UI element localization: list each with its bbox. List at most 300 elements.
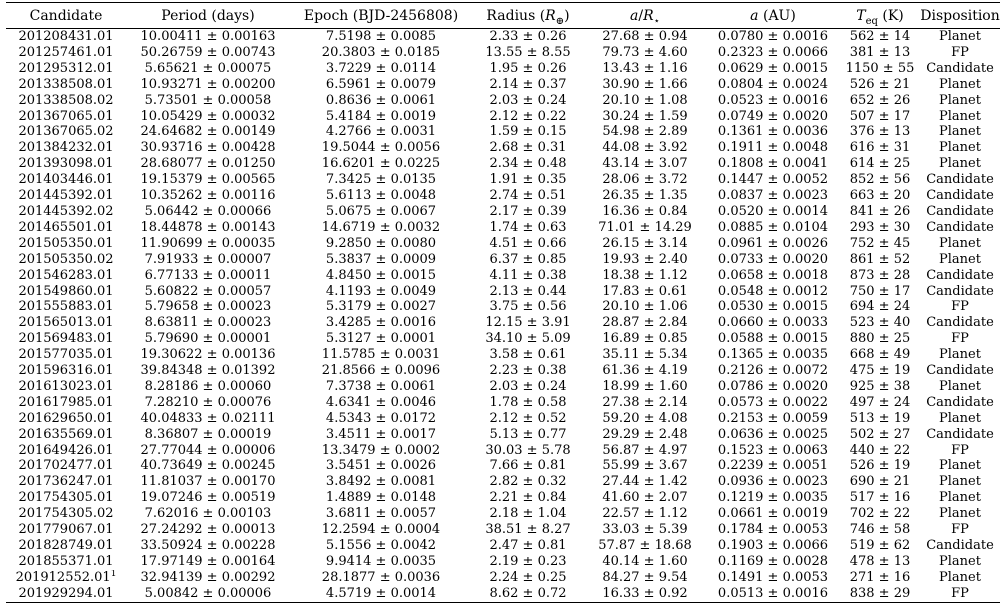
cell-a-rstar: 26.15 ± 3.14 — [602, 235, 688, 251]
cell-period: 5.06442 ± 0.00066 — [144, 203, 272, 219]
table-row — [6, 395, 1000, 411]
table-row — [6, 490, 1000, 506]
cell-candidate: 201635569.01 — [18, 426, 114, 442]
header-radius: Radius $(R_\oplus)$ — [472, 3, 584, 29]
table-row — [6, 331, 1000, 347]
cell-radius: 13.55 ± 8.55 — [485, 44, 571, 60]
cell-period: 40.73649 ± 0.00245 — [140, 458, 276, 474]
cell-period: 8.63811 ± 0.00023 — [144, 315, 272, 331]
cell-a-rstar: 30.24 ± 1.59 — [602, 108, 688, 124]
cell-a-rstar: 55.99 ± 3.67 — [602, 458, 688, 474]
cell-epoch: 7.3425 ± 0.0135 — [325, 172, 437, 188]
cell-a-rstar: 27.68 ± 0.94 — [602, 29, 688, 44]
cell-a-rstar: 33.03 ± 5.39 — [602, 522, 688, 538]
header-period: Period (days) — [126, 3, 290, 29]
cell-a-rstar: 57.87 ± 18.68 — [598, 538, 692, 553]
cell-a-au: 0.0513 ± 0.0016 — [706, 586, 840, 602]
cell-a-rstar: 26.35 ± 1.35 — [602, 188, 688, 204]
cell-radius: 4.51 ± 0.66 — [489, 235, 567, 251]
table-row — [6, 315, 1000, 331]
cell-radius: 38.51 ± 8.27 — [485, 522, 571, 538]
cell-candidate: 201569483.01 — [18, 331, 114, 347]
table-row — [6, 93, 1000, 109]
cell-candidate: 201577035.01 — [18, 347, 114, 363]
cell-a-au: 0.0804 ± 0.0024 — [717, 76, 829, 92]
cell-a-au: 0.0786 ± 0.0020 — [717, 378, 829, 394]
cell-a-au: 0.1361 ± 0.0036 — [717, 124, 829, 140]
cell-a-rstar: 40.14 ± 1.60 — [602, 553, 688, 569]
cell-disposition: Candidate — [926, 363, 994, 379]
header-epoch: Epoch (BJD-2456808) — [290, 3, 472, 29]
cell-a-rstar: 16.33 ± 0.92 — [584, 586, 706, 602]
cell-radius: 2.24 ± 0.25 — [489, 569, 567, 585]
cell-period: 10.00411 ± 0.00163 — [140, 29, 276, 44]
cell-teq: 1150 ± 55 — [845, 60, 915, 76]
cell-disposition: Planet — [939, 458, 981, 474]
cell-candidate: 201754305.01 — [18, 490, 114, 506]
cell-disposition: Planet — [939, 251, 981, 267]
cell-a-rstar: 28.87 ± 2.84 — [602, 315, 688, 331]
cell-a-au: 0.0636 ± 0.0025 — [717, 426, 829, 442]
cell-candidate: 201338508.02 — [18, 92, 114, 108]
cell-a-rstar: 18.38 ± 1.12 — [602, 267, 688, 283]
cell-disposition: Candidate — [926, 394, 994, 410]
cell-epoch: 3.7229 ± 0.0114 — [325, 60, 437, 76]
table-row — [6, 29, 1000, 45]
cell-period: 10.35262 ± 0.00116 — [140, 188, 276, 204]
cell-a-rstar: 28.06 ± 3.72 — [602, 172, 688, 188]
cell-disposition: Candidate — [926, 188, 994, 204]
cell-epoch: 4.1193 ± 0.0049 — [325, 283, 437, 299]
table-row — [6, 347, 1000, 363]
cell-disposition: Planet — [939, 108, 981, 124]
cell-radius: 1.95 ± 0.26 — [489, 60, 567, 76]
cell-a-rstar: 44.08 ± 3.92 — [602, 140, 688, 156]
cell-candidate: 201208431.01 — [18, 29, 114, 44]
cell-period: 5.79690 ± 0.00001 — [144, 331, 272, 347]
cell-disposition: Planet — [939, 569, 981, 585]
cell-period: 8.28186 ± 0.00060 — [144, 378, 272, 394]
cell-a-au: 0.1219 ± 0.0035 — [717, 490, 829, 506]
table-row — [6, 363, 1000, 379]
table-row — [6, 236, 1000, 252]
cell-candidate: 201754305.02 — [18, 506, 114, 522]
cell-epoch: 4.6341 ± 0.0046 — [325, 394, 437, 410]
table-row — [6, 299, 1000, 315]
cell-a-rstar: 20.10 ± 1.08 — [602, 92, 688, 108]
cell-epoch: 14.6719 ± 0.0032 — [321, 219, 441, 235]
cell-a-au: 0.0523 ± 0.0016 — [717, 92, 829, 108]
table-row — [6, 379, 1000, 395]
cell-a-rstar: 56.87 ± 4.97 — [602, 442, 688, 458]
table-row — [6, 109, 1000, 125]
cell-period: 6.77133 ± 0.00011 — [144, 267, 272, 283]
cell-a-rstar: 84.27 ± 9.54 — [602, 569, 688, 585]
cell-candidate: 201367065.01 — [18, 108, 114, 124]
cell-candidate: 201505350.01 — [18, 235, 114, 251]
cell-epoch: 13.3479 ± 0.0002 — [321, 442, 441, 458]
table-row — [6, 284, 1000, 300]
cell-radius: 2.34 ± 0.48 — [489, 156, 567, 172]
cell-candidate: 201465501.01 — [18, 219, 114, 235]
cell-a-au: 0.0629 ± 0.0015 — [717, 60, 829, 76]
cell-a-au: 0.2239 ± 0.0051 — [717, 458, 829, 474]
cell-radius: 2.21 ± 0.84 — [489, 490, 567, 506]
cell-teq: 562 ± 14 — [849, 29, 911, 44]
cell-candidate: 201617985.01 — [18, 394, 114, 410]
cell-disposition: Planet — [939, 235, 981, 251]
table-row — [6, 474, 1000, 490]
cell-epoch: 4.5719 ± 0.0014 — [290, 586, 472, 602]
cell-period: 5.00842 ± 0.00006 — [126, 586, 290, 602]
cell-a-au: 0.0780 ± 0.0016 — [717, 29, 829, 44]
cell-teq: 478 ± 13 — [849, 553, 911, 569]
cell-period: 5.65621 ± 0.00075 — [144, 60, 272, 76]
cell-epoch: 5.4184 ± 0.0019 — [325, 108, 437, 124]
cell-a-rstar: 20.10 ± 1.06 — [602, 299, 688, 315]
cell-a-au: 0.0520 ± 0.0014 — [717, 203, 829, 219]
cell-epoch: 4.8450 ± 0.0015 — [325, 267, 437, 283]
cell-a-au: 0.0658 ± 0.0018 — [717, 267, 829, 283]
cell-a-au: 0.1447 ± 0.0052 — [717, 172, 829, 188]
cell-a-au: 0.1365 ± 0.0035 — [717, 347, 829, 363]
cell-radius: 1.78 ± 0.58 — [489, 394, 567, 410]
cell-radius: 2.17 ± 0.39 — [489, 203, 567, 219]
cell-radius: 12.15 ± 3.91 — [485, 315, 571, 331]
cell-period: 50.26759 ± 0.00743 — [140, 44, 276, 60]
cell-a-rstar: 16.89 ± 0.85 — [602, 331, 688, 347]
cell-teq: 502 ± 27 — [849, 426, 911, 442]
cell-a-rstar: 16.36 ± 0.84 — [602, 203, 688, 219]
header-a-over-rstar: $a/R_⋆$ — [584, 3, 706, 29]
cell-period: 18.44878 ± 0.00143 — [140, 219, 276, 235]
cell-disposition: Planet — [939, 92, 981, 108]
cell-radius: 2.14 ± 0.37 — [489, 76, 567, 92]
cell-a-rstar: 17.83 ± 0.61 — [602, 283, 688, 299]
cell-disposition: Planet — [939, 474, 981, 490]
cell-period: 5.79658 ± 0.00023 — [144, 299, 272, 315]
table-row — [6, 570, 1000, 586]
cell-a-au: 0.2126 ± 0.0072 — [717, 363, 829, 379]
table-row — [6, 458, 1000, 474]
cell-teq: 702 ± 22 — [849, 506, 911, 522]
cell-teq: 519 ± 62 — [849, 538, 911, 553]
cell-disposition: Planet — [939, 156, 981, 172]
cell-candidate: 201367065.02 — [18, 124, 114, 140]
candidates-table — [6, 2, 1000, 603]
cell-epoch: 5.6113 ± 0.0048 — [325, 188, 437, 204]
cell-a-rstar: 13.43 ± 1.16 — [602, 60, 688, 76]
cell-period: 19.30622 ± 0.00136 — [140, 347, 276, 363]
cell-a-rstar: 79.73 ± 4.60 — [602, 44, 688, 60]
cell-a-au: 0.0548 ± 0.0012 — [717, 283, 829, 299]
cell-a-rstar: 54.98 ± 2.89 — [602, 124, 688, 140]
cell-epoch: 7.3738 ± 0.0061 — [325, 378, 437, 394]
table-body — [6, 29, 1000, 603]
cell-candidate: 201565013.01 — [18, 315, 114, 331]
cell-teq: 652 ± 26 — [849, 92, 911, 108]
cell-a-rstar: 22.57 ± 1.12 — [602, 506, 688, 522]
cell-disposition: Planet — [939, 553, 981, 569]
cell-period: 5.60822 ± 0.00057 — [144, 283, 272, 299]
cell-a-au: 0.0588 ± 0.0015 — [717, 331, 829, 347]
cell-period: 28.68077 ± 0.01250 — [140, 156, 276, 172]
cell-candidate: 201505350.02 — [18, 251, 114, 267]
cell-teq: 381 ± 13 — [849, 44, 911, 60]
cell-candidate: 201445392.02 — [18, 203, 114, 219]
cell-disposition: Planet — [939, 29, 981, 44]
cell-candidate: 201855371.01 — [18, 553, 114, 569]
cell-teq: 925 ± 38 — [849, 378, 911, 394]
cell-candidate: 201257461.01 — [18, 44, 114, 60]
cell-teq: 497 ± 24 — [849, 394, 911, 410]
cell-teq: 376 ± 13 — [849, 124, 911, 140]
cell-teq: 690 ± 21 — [849, 474, 911, 490]
cell-candidate: 201828749.01 — [18, 538, 114, 553]
cell-a-au: 0.2323 ± 0.0066 — [717, 44, 829, 60]
cell-teq: 746 ± 58 — [849, 522, 911, 538]
cell-a-au: 0.0885 ± 0.0104 — [717, 219, 829, 235]
cell-epoch: 4.2766 ± 0.0031 — [325, 124, 437, 140]
table-row — [6, 172, 1000, 188]
cell-disposition: Planet — [939, 140, 981, 156]
cell-epoch: 5.3127 ± 0.0001 — [325, 331, 437, 347]
cell-candidate: 201403446.01 — [18, 172, 114, 188]
cell-disposition: FP — [951, 299, 969, 315]
cell-epoch: 5.3837 ± 0.0009 — [325, 251, 437, 267]
cell-epoch: 3.8492 ± 0.0081 — [325, 474, 437, 490]
table-row — [6, 268, 1000, 284]
cell-epoch: 28.1877 ± 0.0036 — [321, 569, 441, 585]
cell-period: 32.94139 ± 0.00292 — [140, 569, 276, 585]
cell-teq: 838 ± 29 — [840, 586, 920, 602]
cell-disposition: Candidate — [926, 315, 994, 331]
table-row — [6, 411, 1000, 427]
table-row — [6, 506, 1000, 522]
cell-period: 10.05429 ± 0.00032 — [140, 108, 276, 124]
cell-disposition: Planet — [939, 410, 981, 426]
cell-a-rstar: 59.20 ± 4.08 — [602, 410, 688, 426]
table-row — [6, 252, 1000, 268]
cell-disposition: Planet — [939, 378, 981, 394]
cell-radius: 5.13 ± 0.77 — [489, 426, 567, 442]
cell-period: 19.07246 ± 0.00519 — [140, 490, 276, 506]
cell-a-au: 0.0573 ± 0.0022 — [717, 394, 829, 410]
cell-period: 30.93716 ± 0.00428 — [140, 140, 276, 156]
cell-teq: 616 ± 31 — [849, 140, 911, 156]
cell-radius: 1.59 ± 0.15 — [489, 124, 567, 140]
cell-teq: 668 ± 49 — [849, 347, 911, 363]
cell-disposition: Candidate — [926, 538, 994, 553]
cell-period: 7.62016 ± 0.00103 — [144, 506, 272, 522]
header-teq: $T_{eq}$ (K) — [840, 3, 920, 29]
cell-epoch: 21.8566 ± 0.0096 — [321, 363, 441, 379]
cell-teq: 293 ± 30 — [849, 219, 911, 235]
table-row — [6, 554, 1000, 570]
cell-disposition: Planet — [939, 124, 981, 140]
cell-a-au: 0.2153 ± 0.0059 — [717, 410, 829, 426]
cell-a-au: 0.0661 ± 0.0019 — [717, 506, 829, 522]
footnote-marker: 1 — [110, 569, 117, 579]
cell-a-au: 0.1808 ± 0.0041 — [717, 156, 829, 172]
table-row — [6, 586, 1000, 602]
cell-a-rstar: 19.93 ± 2.40 — [602, 251, 688, 267]
cell-a-au: 0.1169 ± 0.0028 — [717, 553, 829, 569]
cell-a-au: 0.0936 ± 0.0023 — [717, 474, 829, 490]
cell-epoch: 3.4285 ± 0.0016 — [325, 315, 437, 331]
cell-radius: 2.12 ± 0.52 — [489, 410, 567, 426]
table-row — [6, 140, 1000, 156]
cell-teq: 614 ± 25 — [849, 156, 911, 172]
cell-epoch: 3.4511 ± 0.0017 — [325, 426, 437, 442]
cell-a-au: 0.0749 ± 0.0020 — [717, 108, 829, 124]
cell-radius: 2.23 ± 0.38 — [489, 363, 567, 379]
cell-candidate: 201649426.01 — [18, 442, 114, 458]
cell-radius: 2.47 ± 0.81 — [489, 538, 567, 553]
table-row — [6, 538, 1000, 554]
cell-teq: 752 ± 45 — [849, 235, 911, 251]
cell-a-au: 0.1784 ± 0.0053 — [717, 522, 829, 538]
cell-candidate: 201295312.01 — [18, 60, 114, 76]
cell-teq: 663 ± 20 — [849, 188, 911, 204]
cell-candidate: 201702477.01 — [18, 458, 114, 474]
cell-radius: 2.13 ± 0.44 — [489, 283, 567, 299]
cell-teq: 526 ± 21 — [849, 76, 911, 92]
table-row — [6, 220, 1000, 236]
cell-a-au: 0.0530 ± 0.0015 — [717, 299, 829, 315]
table-row — [6, 522, 1000, 538]
cell-teq: 475 ± 19 — [849, 363, 911, 379]
cell-period: 27.24292 ± 0.00013 — [140, 522, 276, 538]
cell-period: 5.73501 ± 0.00058 — [144, 92, 272, 108]
cell-period: 11.90699 ± 0.00035 — [140, 235, 276, 251]
cell-radius: 2.12 ± 0.22 — [489, 108, 567, 124]
cell-epoch: 5.3179 ± 0.0027 — [325, 299, 437, 315]
cell-a-au: 0.1903 ± 0.0066 — [717, 538, 829, 553]
cell-a-au: 0.1491 ± 0.0053 — [717, 569, 829, 585]
cell-candidate: 201549860.01 — [18, 283, 114, 299]
cell-candidate: 201629650.01 — [18, 410, 114, 426]
cell-radius: 2.03 ± 0.24 — [489, 378, 567, 394]
cell-disposition: FP — [951, 44, 969, 60]
cell-period: 27.77044 ± 0.00006 — [140, 442, 276, 458]
cell-period: 33.50924 ± 0.00228 — [140, 538, 276, 553]
cell-a-au: 0.0733 ± 0.0020 — [717, 251, 829, 267]
cell-period: 7.91933 ± 0.00007 — [144, 251, 272, 267]
cell-period: 7.28210 ± 0.00076 — [144, 394, 272, 410]
cell-radius: 6.37 ± 0.85 — [489, 251, 567, 267]
cell-teq: 507 ± 17 — [849, 108, 911, 124]
cell-period: 19.15379 ± 0.00565 — [140, 172, 276, 188]
cell-epoch: 1.4889 ± 0.0148 — [325, 490, 437, 506]
cell-a-rstar: 35.11 ± 5.34 — [602, 347, 688, 363]
cell-radius: 3.58 ± 0.61 — [489, 347, 567, 363]
cell-disposition: FP — [951, 522, 969, 538]
cell-period: 17.97149 ± 0.00164 — [140, 553, 276, 569]
cell-candidate: 201779067.01 — [18, 522, 114, 538]
cell-period: 24.64682 ± 0.00149 — [140, 124, 276, 140]
cell-a-rstar: 27.44 ± 1.42 — [602, 474, 688, 490]
cell-radius: 3.75 ± 0.56 — [489, 299, 567, 315]
cell-epoch: 3.6811 ± 0.0057 — [325, 506, 437, 522]
cell-epoch: 5.0675 ± 0.0067 — [325, 203, 437, 219]
cell-radius: 1.91 ± 0.35 — [489, 172, 567, 188]
cell-radius: 4.11 ± 0.38 — [489, 267, 567, 283]
cell-teq: 694 ± 24 — [849, 299, 911, 315]
cell-teq: 880 ± 25 — [849, 331, 911, 347]
cell-radius: 1.74 ± 0.63 — [489, 219, 567, 235]
cell-a-au: 0.0961 ± 0.0026 — [717, 235, 829, 251]
cell-radius: 2.18 ± 1.04 — [489, 506, 567, 522]
cell-a-au: 0.0660 ± 0.0033 — [717, 315, 829, 331]
cell-disposition: Candidate — [926, 60, 994, 76]
cell-a-rstar: 30.90 ± 1.66 — [602, 76, 688, 92]
cell-epoch: 4.5343 ± 0.0172 — [325, 410, 437, 426]
table-row — [6, 124, 1000, 140]
cell-period: 8.36807 ± 0.00019 — [144, 426, 272, 442]
cell-epoch: 6.5961 ± 0.0079 — [325, 76, 437, 92]
cell-radius: 2.33 ± 0.26 — [489, 29, 567, 44]
cell-a-au: 0.1523 ± 0.0063 — [717, 442, 829, 458]
cell-epoch: 3.5451 ± 0.0026 — [325, 458, 437, 474]
cell-epoch: 5.1556 ± 0.0042 — [325, 538, 437, 553]
cell-radius: 2.68 ± 0.31 — [489, 140, 567, 156]
cell-period: 11.81037 ± 0.00170 — [140, 474, 276, 490]
cell-teq: 750 ± 17 — [849, 283, 911, 299]
table-row — [6, 204, 1000, 220]
cell-a-au: 0.0837 ± 0.0023 — [717, 188, 829, 204]
cell-disposition: Planet — [939, 347, 981, 363]
cell-epoch: 11.5785 ± 0.0031 — [321, 347, 441, 363]
cell-teq: 440 ± 22 — [849, 442, 911, 458]
cell-disposition: Candidate — [926, 426, 994, 442]
cell-candidate: 201596316.01 — [18, 363, 114, 379]
cell-teq: 271 ± 16 — [849, 569, 911, 585]
cell-disposition: Planet — [939, 506, 981, 522]
cell-candidate: 201613023.01 — [18, 378, 114, 394]
cell-a-au: 0.1911 ± 0.0048 — [717, 140, 829, 156]
cell-candidate: 201912552.01$^1$ — [15, 569, 117, 585]
cell-disposition: Planet — [939, 76, 981, 92]
cell-teq: 852 ± 56 — [849, 172, 911, 188]
cell-epoch: 16.6201 ± 0.0225 — [321, 156, 441, 172]
cell-teq: 861 ± 52 — [849, 251, 911, 267]
cell-radius: 34.10 ± 5.09 — [485, 331, 571, 347]
cell-epoch: 9.2850 ± 0.0080 — [325, 235, 437, 251]
cell-epoch: 9.9414 ± 0.0035 — [325, 553, 437, 569]
header-disposition: Disposition — [920, 3, 1000, 29]
cell-a-rstar: 18.99 ± 1.60 — [602, 378, 688, 394]
cell-disposition: Planet — [939, 490, 981, 506]
cell-a-rstar: 61.36 ± 4.19 — [602, 363, 688, 379]
cell-period: 40.04833 ± 0.02111 — [140, 410, 276, 426]
cell-radius: 2.03 ± 0.24 — [489, 92, 567, 108]
cell-radius: 30.03 ± 5.78 — [485, 442, 571, 458]
header-candidate: Candidate — [6, 3, 126, 29]
cell-teq: 526 ± 19 — [849, 458, 911, 474]
cell-period: 39.84348 ± 0.01392 — [140, 363, 276, 379]
cell-candidate: 201338508.01 — [18, 76, 114, 92]
cell-candidate: 201384232.01 — [18, 140, 114, 156]
cell-radius: 8.62 ± 0.72 — [472, 586, 584, 602]
cell-teq: 517 ± 16 — [849, 490, 911, 506]
table-row — [6, 45, 1000, 61]
table-row — [6, 156, 1000, 172]
cell-teq: 513 ± 19 — [849, 410, 911, 426]
cell-epoch: 19.5044 ± 0.0056 — [321, 140, 441, 156]
cell-epoch: 7.5198 ± 0.0085 — [325, 29, 437, 44]
cell-a-rstar: 41.60 ± 2.07 — [602, 490, 688, 506]
